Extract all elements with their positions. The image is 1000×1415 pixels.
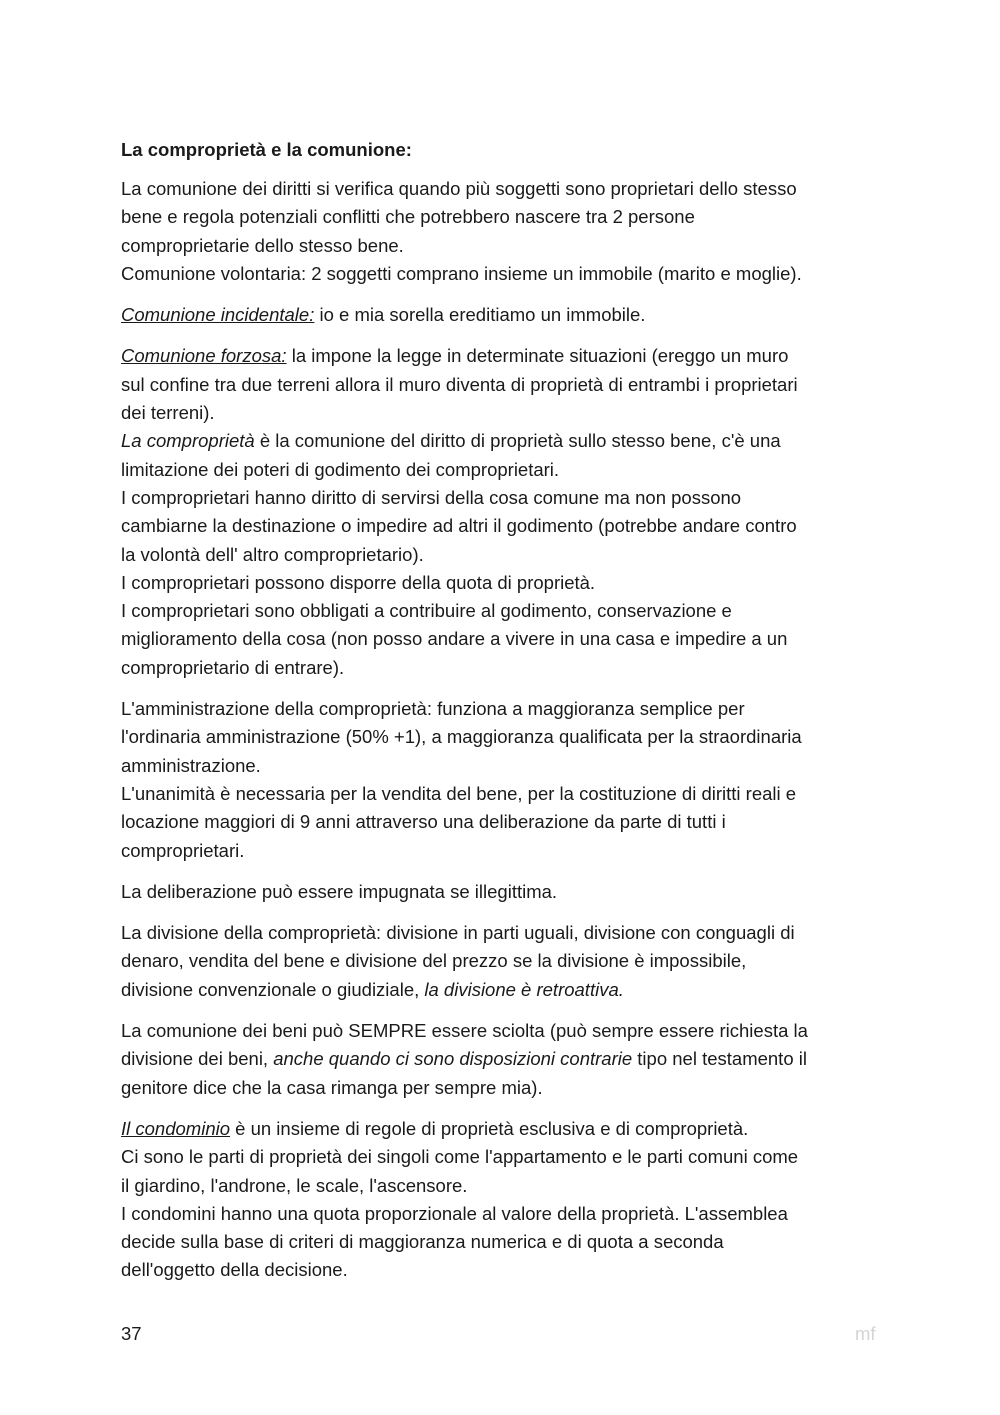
text-line: Comunione volontaria: 2 soggetti comprano insieme un immobile (marito e moglie). [121,262,802,284]
author-mark: mf [855,1323,876,1344]
text-line [121,976,883,1004]
text-line: miglioramento della cosa (non posso andare a vivere in una casa e impedire a un [121,628,788,650]
text-line: La deliberazione può essere impugnata se illegittima. [121,880,558,902]
text-span: divisione convenzionale o giudiziale, [121,978,425,1000]
paragraph-amministrazione [121,695,883,865]
text-line [121,342,883,370]
text-line: comproprietari. [121,839,245,861]
paragraph-divisione [121,919,883,1004]
text-line [121,1045,883,1073]
text-line: comproprietario di entrare). [121,656,345,678]
text-line: bene e regola potenziali conflitti che potrebbero nascere tra 2 persone [121,206,695,228]
text-line: sul confine tra due terreni allora il muro diventa di proprietà di entrambi i proprietari [121,373,798,395]
text-line: limitazione dei poteri di godimento dei comproprietari. [121,458,560,480]
text-line: La divisione della comproprietà: divisione in parti uguali, divisione con conguagli di [121,922,795,944]
text-span: io e mia sorella ereditiamo un immobile. [314,304,646,326]
term-comunione-incidentale: Comunione incidentale: [121,304,315,326]
page-number: 37 [121,1323,142,1344]
paragraph-scioglimento [121,1017,883,1102]
text-line [121,301,883,329]
text-span: divisione dei beni, [121,1048,274,1070]
text-line: dell'oggetto della decisione. [121,1259,348,1281]
paragraph-comunione-incidentale [121,301,883,329]
text-line: locazione maggiori di 9 anni attraverso una deliberazione da parte di tutti i [121,811,726,833]
text-line: La comunione dei beni può SEMPRE essere sciolta (può sempre essere richiesta la [121,1020,808,1042]
text-line: Ci sono le parti di proprietà dei singoli come l'appartamento e le parti comuni come [121,1146,799,1168]
text-line: comproprietarie dello stesso bene. [121,234,404,256]
page-content [121,136,883,1298]
text-line [121,1115,883,1143]
text-span: è un insieme di regole di proprietà esclusiva e di comproprietà. [230,1117,749,1139]
text-line: I comproprietari sono obbligati a contribuire al godimento, conservazione e [121,600,732,622]
text-line: cambiarne la destinazione o impedire ad altri il godimento (potrebbe andare contro [121,515,797,537]
paragraph-deliberazione [121,878,883,906]
text-span: è la comunione del diritto di proprietà sullo stesso bene, c'è una [254,430,781,452]
paragraph-comunione-diritti [121,175,883,288]
text-line: L'unanimità è necessaria per la vendita del bene, per la costituzione di diritti reali e [121,782,797,804]
text-line [121,427,883,455]
text-line: denaro, vendita del bene e divisione del prezzo se la divisione è impossibile, [121,950,747,972]
text-line: dei terreni). [121,402,215,424]
text-line: genitore dice che la casa rimanga per sempre mia). [121,1076,543,1098]
text-line: amministrazione. [121,754,261,776]
text-line: decide sulla base di criteri di maggioranza numerica e di quota a seconda [121,1231,724,1253]
section-title: La comproprietà e la comunione: [121,139,412,160]
text-line: I condomini hanno una quota proporzionale al valore della proprietà. L'assemblea [121,1202,788,1224]
text-line: l'ordinaria amministrazione (50% +1), a maggioranza qualificata per la straordinaria [121,726,802,748]
text-line: L'amministrazione della comproprietà: funziona a maggioranza semplice per [121,698,745,720]
paragraph-condominio [121,1115,883,1285]
term-comunione-forzosa: Comunione forzosa: [121,345,287,367]
text-span: tipo nel testamento il [632,1048,807,1070]
term-comproprieta: La comproprietà [121,430,255,452]
term-condominio: Il condominio [121,1117,231,1139]
text-line: il giardino, l'androne, le scale, l'ascensore. [121,1174,468,1196]
emphasis-text: anche quando ci sono disposizioni contrarie [273,1048,633,1070]
paragraph-comunione-forzosa [121,342,883,682]
text-line: La comunione dei diritti si verifica quando più soggetti sono proprietari dello stesso [121,178,797,199]
text-line: la volontà dell' altro comproprietario). [121,543,424,565]
text-line: I comproprietari possono disporre della quota di proprietà. [121,571,596,593]
emphasis-text: la divisione è retroattiva. [424,978,624,1000]
text-span: la impone la legge in determinate situazioni (ereggo un muro [286,345,789,367]
text-line: I comproprietari hanno diritto di servirsi della cosa comune ma non possono [121,486,742,508]
